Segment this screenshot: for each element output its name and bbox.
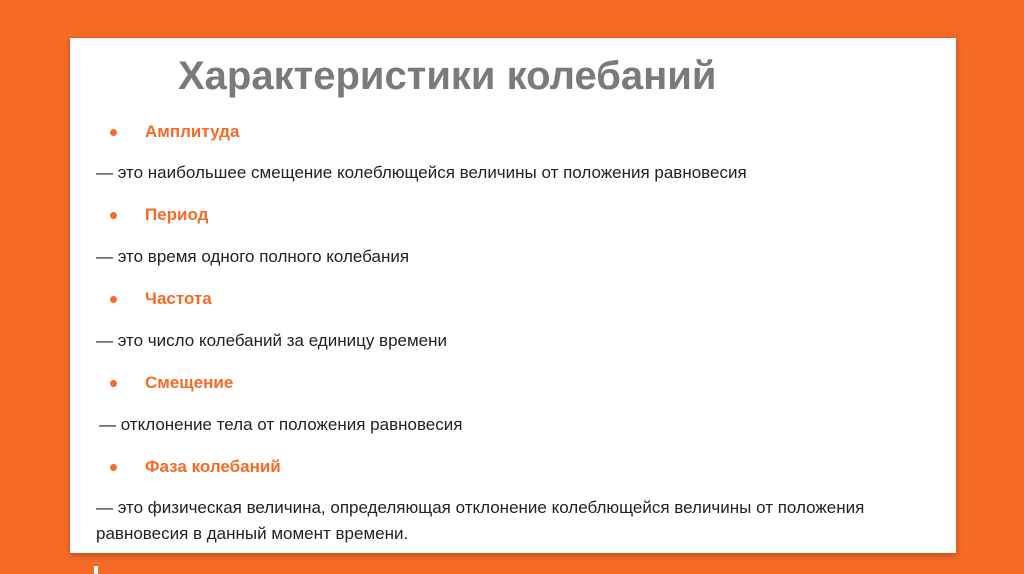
term-label: Период [145, 205, 209, 224]
term-label: Смещение [145, 373, 234, 392]
bullet-icon [110, 129, 117, 136]
list-item-period [110, 204, 208, 226]
list-item-frequency [110, 288, 212, 310]
term-label: Амплитуда [145, 122, 240, 141]
slide-card [70, 38, 956, 553]
bullet-icon [110, 464, 117, 471]
list-item-amplitude [110, 121, 239, 143]
page-marker [94, 566, 98, 574]
definition-text: — это наибольшее смещение колеблющейся величины от положения равновесия [96, 163, 747, 182]
list-item-phase [110, 456, 281, 478]
definition-text: — это время одного полного колебания [96, 247, 410, 266]
bullet-icon [110, 296, 117, 303]
term-label: Частота [145, 289, 212, 308]
list-item-displacement [110, 372, 233, 394]
bullet-icon [110, 212, 117, 219]
definition-text: — это физическая величина, определяющая отклонение колеблющейся величины от положения равновесия в данный момент времени. [96, 498, 865, 543]
definition-text: — отклонение тела от положения равновесия [99, 415, 463, 434]
definition-text: — это число колебаний за единицу времени [96, 331, 448, 350]
term-label: Фаза колебаний [145, 457, 281, 476]
slide-title: Характеристики колебаний [178, 54, 717, 98]
bullet-icon [110, 380, 117, 387]
